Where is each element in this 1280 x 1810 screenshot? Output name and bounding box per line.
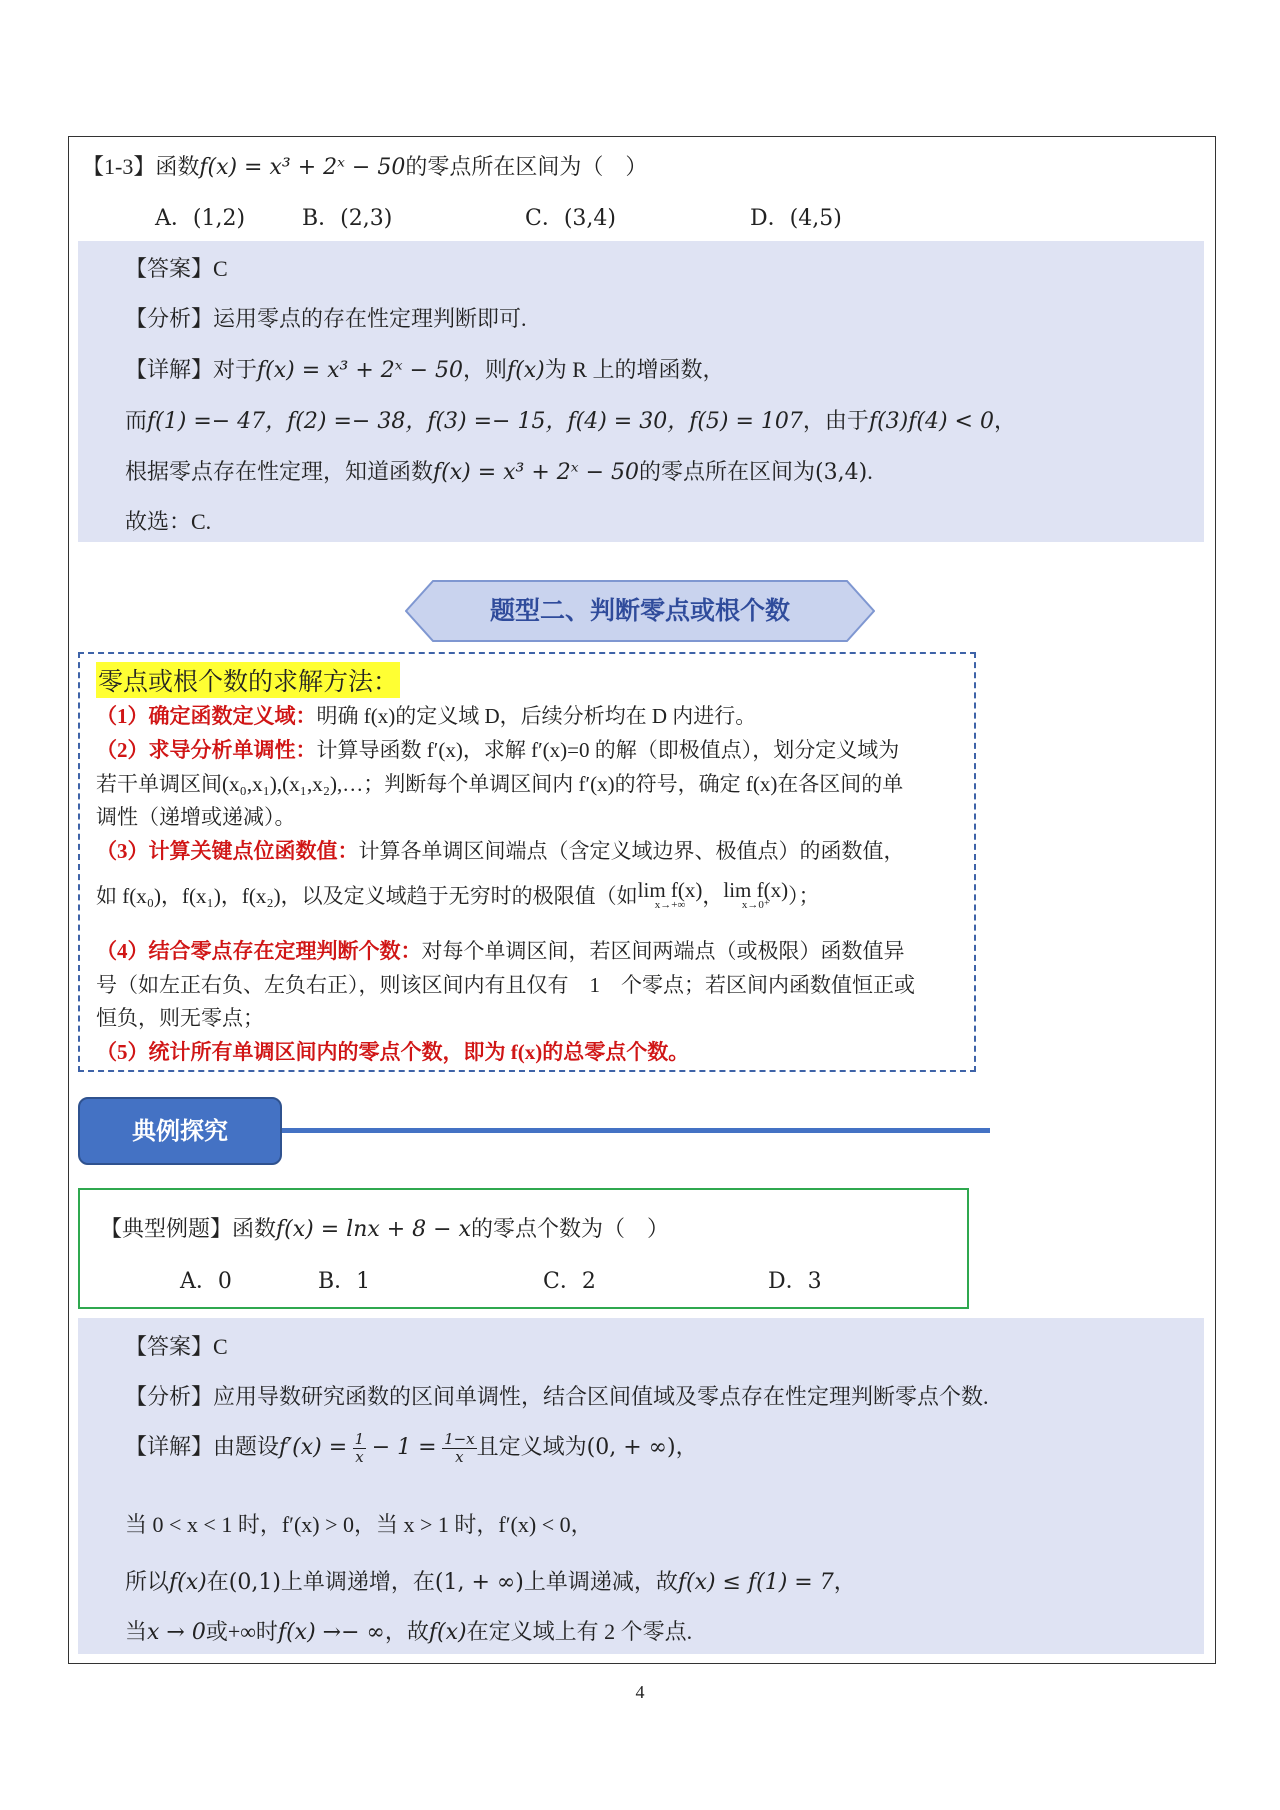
fraction-2: $\frac{1-x}{x}$: [444, 1430, 475, 1467]
method-step-1: （1）确定函数定义域：明确 f(x)的定义域 D，后续分析均在 D 内进行。: [96, 704, 757, 728]
detail-2-line-2: 当 0 < x < 1 时，f′(x) > 0，当 x > 1 时，f′(x) < 0，: [125, 1512, 593, 1537]
conclusion-1: 故选：C.: [125, 509, 212, 534]
section-title: 题型二、判断零点或根个数: [489, 596, 790, 625]
method-title: 零点或根个数的求解方法：: [96, 662, 400, 698]
question-stem-tail: 的零点所在区间为（ ）: [405, 154, 648, 179]
method-step-4: （4）结合零点存在定理判断个数：对每个单调区间，若区间两端点（或极限）函数值异: [96, 939, 905, 963]
fraction-1: $\frac{1}{x}$: [354, 1430, 365, 1467]
question-1-3: [82, 150, 647, 181]
page-number: 4: [635, 1682, 645, 1702]
method-step-5: （5）统计所有单调区间内的零点个数，即为 f(x)的总零点个数。: [96, 1040, 690, 1064]
question-tag: 【1-3】: [82, 154, 156, 179]
question-formula: f(x) = x³ + 2ˣ − 50: [199, 155, 406, 180]
option-c[interactable]: C．(3,4): [525, 206, 616, 231]
analysis-1: 【分析】运用零点的存在性定理判断即可.: [125, 306, 527, 331]
method-step-2-cont: 若干单调区间(x₀,x₁),(x₁,x₂),…；判断每个单调区间内 f′(x)的符号，确定 f(x)在各区间的单: [96, 772, 904, 796]
answer-2: 【答案】C: [125, 1334, 228, 1359]
answer-panel-2: [78, 1318, 1204, 1654]
example-tab-label: 典例探究: [132, 1117, 228, 1145]
limit-2: lim f(x) x→0⁺: [723, 878, 789, 911]
method-step-3-cont: 如 f(x₀)，f(x₁)，f(x₂)，以及定义域趋于无穷时的极限值（如lim f(x) x→+∞ ，lim f(x) x→0⁺ ）；: [96, 878, 820, 911]
method-step-4-cont: 号（如左正右负、左负右正），则该区间内有且仅有 1 个零点；若区间内函数值恒正或: [96, 973, 915, 997]
method-step-2: （2）求导分析单调性：计算导函数 f′(x)，求解 f′(x)=0 的解（即极值点），划分定义域为: [96, 738, 900, 762]
example-tab-rule: [282, 1128, 990, 1133]
detail-1-line-1: 【详解】对于f(x) = x³ + 2ˣ − 50，则f(x)为 R 上的增函数，: [125, 357, 725, 383]
limit-1: lim f(x) x→+∞: [637, 878, 703, 911]
detail-1-line-2: 而f(1) =− 47，f(2) =− 38，f(3) =− 15，f(4) = 30，f(5) = 107，由于f(3)f(4) < 0，: [125, 408, 1016, 434]
answer-1: 【答案】C: [125, 256, 228, 281]
method-step-3: （3）计算关键点位函数值：计算各单调区间端点（含定义域边界、极值点）的函数值，: [96, 839, 905, 863]
option-b[interactable]: B．(2,3): [302, 206, 393, 231]
detail-2-line-4: 当x → 0或+∞时f(x) →− ∞，故f(x)在定义域上有 2 个零点.: [125, 1619, 693, 1645]
method-step-2-cont2: 调性（递增或递减）。: [96, 805, 296, 829]
option-d[interactable]: D．(4,5): [750, 206, 842, 231]
answer-panel-1: [78, 241, 1204, 542]
method-step-4-cont2: 恒负，则无零点；: [96, 1006, 264, 1030]
example-question: 【典型例题】函数f(x) = lnx + 8 − x的零点个数为（ ）: [100, 1216, 670, 1242]
detail-2-line-3: 所以f(x)在(0,1)上单调递增，在(1, + ∞)上单调递减，故f(x) ≤ f(1) = 7，: [125, 1569, 856, 1595]
detail-1-line-3: 根据零点存在性定理，知道函数f(x) = x³ + 2ˣ − 50的零点所在区间为(3,4).: [125, 459, 873, 485]
analysis-2: 【分析】应用导数研究函数的区间单调性，结合区间值域及零点存在性定理判断零点个数.: [125, 1384, 989, 1409]
option-a[interactable]: A．(1,2): [155, 206, 246, 231]
example-option-b[interactable]: B．1: [318, 1269, 371, 1294]
example-option-d[interactable]: D．3: [768, 1269, 822, 1294]
question-stem: 函数: [155, 154, 200, 179]
example-option-c[interactable]: C．2: [543, 1269, 596, 1294]
detail-2-line-1: 【详解】由题设f′(x) = $\frac{1}{x}$ − 1 = $\frac{1-x}{x}$ 且定义域为(0, + ∞)，: [125, 1430, 698, 1467]
example-option-a[interactable]: A．0: [180, 1269, 232, 1294]
